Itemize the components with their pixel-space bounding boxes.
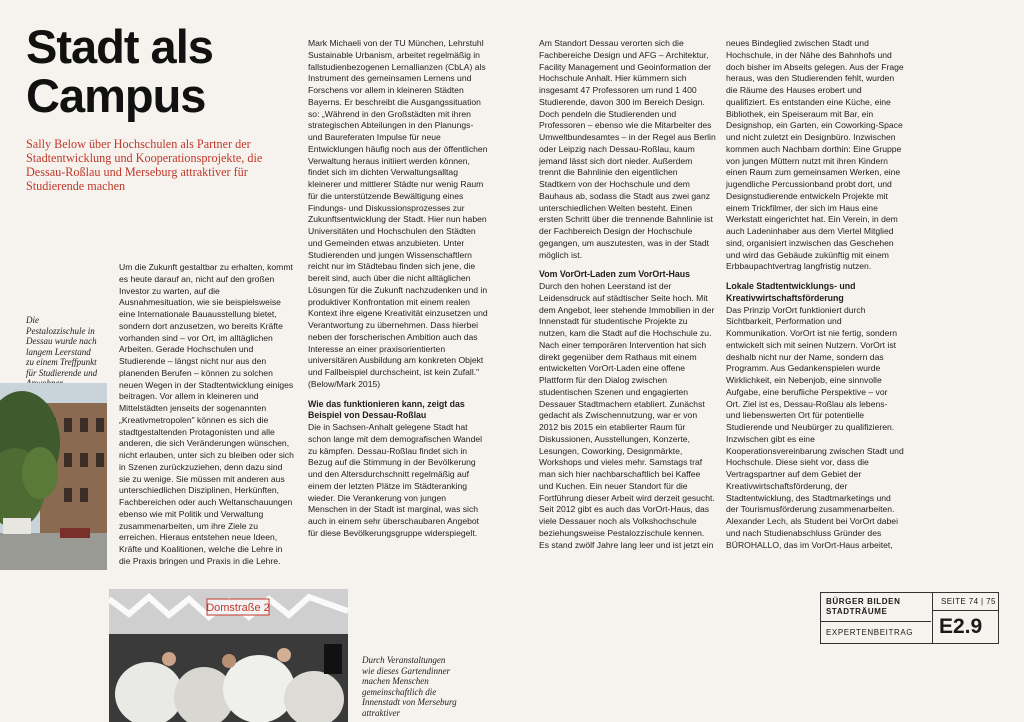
- footer-box: [820, 592, 999, 644]
- section-heading: Wie das funktionieren kann, zeigt das Beispiel von Dessau-Roßlau: [308, 398, 465, 421]
- article-column-1: [119, 262, 294, 568]
- article-type: EXPERTENBEITRAG: [826, 628, 914, 637]
- paragraph: Das Prinzip VorOrt funktioniert durch Sichtbarkeit, Performation und Kommunikation. VorOrt ist nie fertig, sondern entwickelt sich mit seinen Nutzern. VorOrt ist deshalb nicht nur der Name, sondern das Programm. Aus Gedankenspielen wurde Wirklichkeit, ein Nebenjob, eine sinnvolle Aufgabe, eine berufliche Perspektive – vor Ort. Ziel ist es, Dessau-Roßlau als lebens- und liebenswerten Ort für potentielle Studierende und Neubürger zu qualifizieren. Inzwischen gibt es eine Kooperationsvereinbarung zwischen Stadt und Hochschule. Diese sieht vor, dass die Vertragspartner auf dem Gebiet der Kreativwirtschaftsförderung, der Stadtentwicklung, des Stadtmarketings und der Tourismusförderung zusammenarbeiten.: [726, 304, 904, 515]
- paragraph: Die in Sachsen-Anhalt gelegene Stadt hat schon lange mit dem demografischen Wandel zu kämpfen. Dessau-Roßlau findet sich in Bezug auf die Stimmung in der Bevölkerung und den Altersdurchschnitt regelmäßig auf einem der letzten Plätze im Städteranking wieder. Die Verankerung von jungen Menschen in der Stadt ist marginal, was sich auch in einem sehr überschaubaren Angebot für diese Bevölkerungsgruppe widerspiegelt.: [308, 422, 483, 538]
- section-heading: Lokale Stadtentwicklungs- und Kreativwirtschaftsförderung: [726, 281, 856, 303]
- photo-gartendinner: [109, 589, 348, 722]
- paragraph: Durch den hohen Leerstand ist der Leidensdruck auf städtischer Seite hoch. Mit dem Angebot, leer stehende Immobilien in der Innenstadt für studentische Projekte zu nutzen, kam die Stadt auf die Hochschule zu. Nach einer temporären Intervention hat sich direkt gegenüber dem Rathaus mit einem entwickelten VorOrt-Laden eine offene Plattform für den Dialog zwischen studentischen Szenen und engagierten Dessauer Stadtmachern etabliert. Zunächst gedacht als Zwischennutzung, war er von 2012 bis 2015 ein etablierter Raum für Diskussionen, Ausstellungen, Konzerte, Lesungen, Coworking, Designmärkte, Workshops und vieles mehr. Samstags traf man sich hier nachbarschaftlich bei Kaffee und Kuchen. Ein neuer Standort für die Fortführung dieser Arbeit wird derzeit gesucht.: [539, 281, 715, 503]
- paragraph: neues Bindeglied zwischen Stadt und Hochschule, in der Nähe des Bahnhofs und doch bisher im Abseits gelegen. Aus der Frage heraus, was den Studierenden fehlt, wurden die Räume des Hauses erobert und qualifiziert. Es entstanden eine Küche, eine Bibliothek, ein Speiseraum mit Bar, ein Designshop, ein Garten, ein Coworking-Space und nicht zuletzt ein Designbüro. Inzwischen kommen auch Nachbarn dorthin: Eine Gruppe von jungen Müttern nutzt mit ihren Kindern einen Raum zum gemeinsamen Werken, eine jugendliche Percussionband probt dort, und Designstudierende entwickeln Projekte mit einem Trickfilmer, der sich im Haus eine Werkstatt eingerichtet hat. Ein Verein, in dem auch Ladeninhaber aus dem Viertel Mitglied sind, organisiert inzwischen das Geschehen und wird das Gebäude zukünftig mit einem Erbbaupachtvertrag langfristig nutzen.: [726, 38, 904, 272]
- article-column-2: [308, 38, 488, 540]
- article-column-3: [539, 38, 716, 551]
- section-heading: Vom VorOrt-Laden zum VorOrt-Haus: [539, 269, 691, 280]
- section-code: E2.9: [939, 615, 983, 638]
- paragraph: Um die Zukunft gestaltbar zu erhalten, kommt es heute darauf an, nicht auf den großen Investor zu warten, auf die Ausnahmesituation, wie sie beispielsweise eine Internationale Bauausstellung bietet, sondern dort anzusetzen, wo bereits Kräfte vorhanden sind – vor Ort, im alltäglichen Arbeiten. Gerade Hochschulen und Studierende – längst nicht nur aus den planenden Berufen – können zu solchen neuen Wegen in der Stadtentwicklung einiges beitragen. Vor allem in kleineren und Mittelstädten jenseits der sogenannten „Kreativmetropolen" können es sich die stadtgestaltenden Protagonisten und alle anderen, die sich Veränderungen wünschen, nicht erlauben, unter sich zu bleiben oder sich in Szenen zurückzuziehen, denn dazu sind sie zu wenige. Sie müssen mit anderen aus unterschiedlichen Disziplinen, Herkünften, Fachbereichen oder auch Weltanschauungen ebenso wie mit Politik und Verwaltung zusammenarbeiten, um ihre Ziele zu erreichen. Hieraus entstehen neue Ideen, Kräfte und Koalitionen, welche die Lehre in die Praxis bringen und Praxis in die Lehre.: [119, 262, 294, 566]
- photo-sign-text: Domstraße 2: [206, 602, 270, 614]
- caption-gartendinner: Durch Veranstaltungen wie dieses Gartendinner machen Menschen gemeinschaftlich die Innenstadt von Merseburg attraktiver: [362, 655, 457, 718]
- paragraph: Alexander Lech, als Student bei VorOrt dabei und nach Studienabschluss Gründer des BÜROHALLO, das im VorOrt-Haus arbeitet,: [726, 516, 898, 550]
- divider: [932, 593, 933, 643]
- paragraph: Am Standort Dessau verorten sich die Fachbereiche Design und AFG – Architektur, Facility Management und Geoinformation der Hochschule Anhalt. Hier kümmern sich insgesamt 47 Professoren um rund 1 400 Studierende, davon 300 im Bereich Design. Doch pendeln die Studierenden und Professoren – ebenso wie die Mitarbeiter des Umweltbundesamtes – in der Regel aus Berlin oder Leipzig nach Dessau-Roßlau, kaum jemand lässt sich dort nieder. Außerdem trennt die Bahnlinie den eigentlichen Stadtkern von der Hochschule und dem Bauhaus ab, sodass die Stadt aus zwei ganz unterschiedlichen Welten besteht. Einen ersten Schritt über die trennende Bahnlinie ist der Fachbereich Design der Hochschule gegangen, um auszutesten, was in der Stadt möglich ist.: [539, 38, 716, 260]
- photo-pestalozzischule: [0, 383, 107, 570]
- page-numbers: SEITE 74 | 75: [941, 597, 996, 606]
- paragraph: Mark Michaeli von der TU München, Lehrstuhl Sustainable Urbanism, arbeitet regelmäßig in fallstudienbezogenen Lernallianzen (CbLA) als Instrument des gemeinsamen Lernens und Forschens vor allem in kleineren Städten Bayerns. Er beschreibt die Ausgangssituation so: „Während in den Großstädten mit ihren strategischen Abteilungen in den Planungs- und Baureferaten Impulse für neue Entwicklungen häufig noch aus der öffentlichen Verwaltung heraus initiiert werden können, findet sich im dichten Verwaltungsalltag kleinerer und mittlerer Städte nur wenig Raum für die unterstützende Bewältigung eines Findungs- und Diskussionsprozesses zur Zukunftsentwicklung der Stadt. Hier nun haben Universitäten und Hochschulen den Städten und Gemeinden etwas anzubieten. Unter Studierenden und jungen Wissenschaftlern reicht nur im Städtebau finden sich jene, die bereit sind, auch über die nicht alltäglichen Lösungen für die Zukunft nachzudenken und in produktiver Konfrontation mit einem realen Kontext ihre eigene Kreativität einzusetzen und Verantwortung zu übernehmen. Dass hierbei neben der forscherischen Ambition auch das Interesse an einer praxisorientierten universitären Ausbildung am konkreten Objekt und Fallbeispiel durchscheint, ist kein Zufall." (Below/Mark 2015): [308, 38, 488, 389]
- caption-pestalozzischule: Die Pestalozzischule in Dessau wurde nach langem Leerstand zu einem Treffpunkt für Studierende und: [26, 315, 98, 378]
- series-title: BÜRGER BILDEN STADTRÄUME: [826, 597, 901, 616]
- paragraph: Seit 2012 gibt es auch das VorOrt-Haus, das viele Dessauer noch als Volkshochschule beziehungsweise Pestalozzischule kennen. Es stand zwölf Jahre lang leer und ist jetzt ein: [539, 504, 714, 550]
- article-subtitle: Sally Below über Hochschulen als Partner der Stadtentwicklung und Kooperationsprojekte, die Dessau-Roßlau und Merseburg attraktiver für Studierende machen: [26, 137, 263, 193]
- article-column-4: [726, 38, 904, 551]
- photo-gartendinner-image: [109, 589, 348, 722]
- page-title: Stadt als Campus: [26, 20, 213, 122]
- photo-pestalozzischule-image: [0, 383, 107, 570]
- divider: [821, 621, 931, 622]
- divider: [932, 610, 998, 611]
